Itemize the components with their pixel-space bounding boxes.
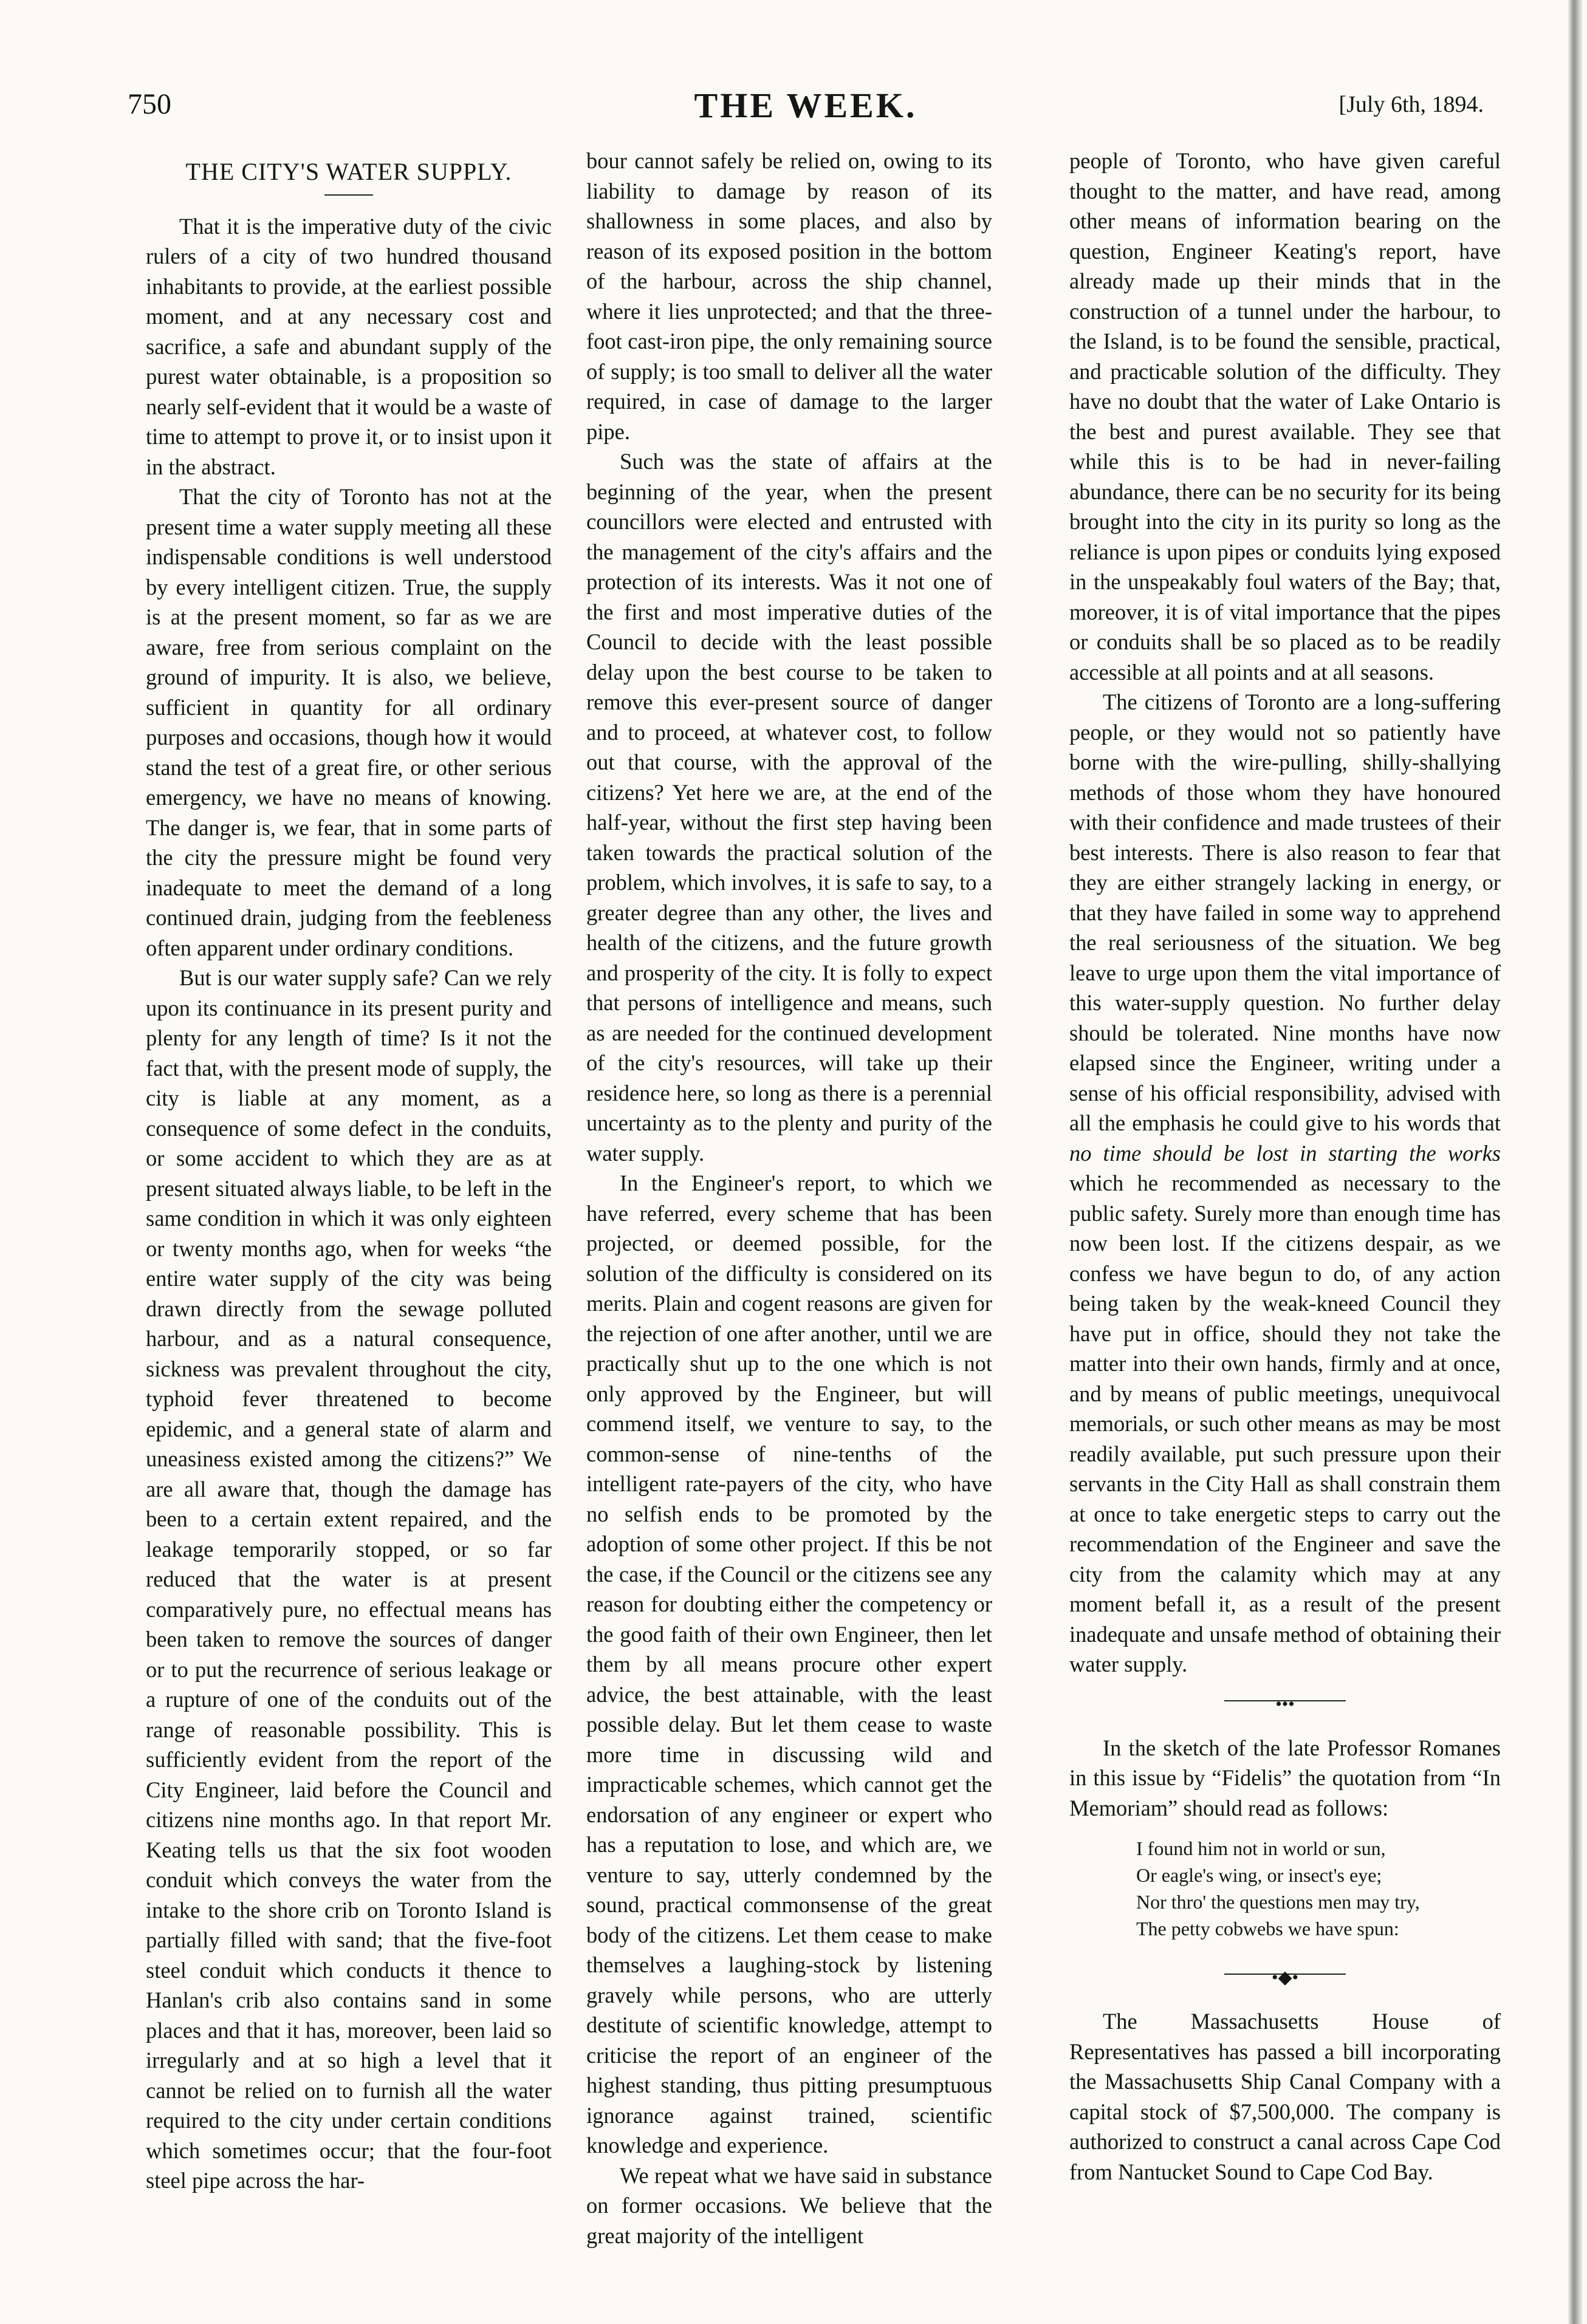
paragraph: In the Engineer's report, to which we have referred, every scheme that has been projected, or deemed possible, for the solution of the difficulty is considered on its merits. Plain and cogent reasons are given for the rejection of one after another, until we are practically shut up to the one which is not only approved by the Engineer, but will commend itself, we venture to say, to the common-sense of nine-tenths of the intelligent rate-payers of the city, who have no selfish ends to be promoted by the adoption of some other project. If this be not the case, if the Council or the citizens see any reason for doubting either the competency or the good faith of their own Engineer, then let them by all means procure other expert advice, the best attainable, with the least possible delay. But let them cease to waste more time in discussing wild and impracticable schemes, which cannot get the endorsation of any engineer or expert who has a reputation to lose, and which are, we venture to say, utterly condemned by the sound, practical commonsense of the great body of the citizens. Let them cease to make themselves a laughing-stock by listening gravely while persons, who are utterly destitute of scientific knowledge, attempt to criticise the report of an engineer of the highest standing, thus pitting presumptuous ignorance against trained, scientific knowledge and experience.	[586, 1171, 992, 2158]
poem-line: Nor thro' the questions men may try,	[1136, 1891, 1420, 1913]
paragraph: Such was the state of affairs at the beginning of the year, when the present councillors were elected and entrusted with the management of the city's affairs and the protection of its interests. Was it not one of the first and most imperative duties of the Council to decide with the least possible delay upon the best course to be taken to remove this ever-present source of danger and to proceed, at whatever cost, to follow out that course, with the approval of the citizens? Yet here we are, at the end of the half-year, without the first step having been taken towards the practical solution of the problem, which involves, it is safe to say, to a greater degree than any other, the lives and health of the citizens, and the future growth and prosperity of the city. It is folly to expect that persons of intelligence and means, such as are needed for the continued development of the city's resources, will take up their residence here, so long as there is a perennial uncertainty as to the plenty and purity of the water supply.	[586, 449, 992, 1166]
paragraph-text: which he recommended as necessary to the public safety. Surely more than enough time has now been lost. If the citizens despair, as we confess we have begun to do, of any action being taken by the weak-kneed Council they have put in office, should they not take the matter into their own hands, firmly and at once, and by means of public meetings, unequivocal memorials, or such other means as may be most readily available, put such pressure upon their servants in the City Hall as shall constrain them at once to take energetic steps to carry out the recommendation of the Engineer and save the city from the calamity which may at any moment befall it, as a result of the present inadequate and unsafe method of obtaining their water supply.	[1069, 1171, 1501, 1676]
paragraph: That it is the imperative duty of the civic rulers of a city of two hundred thousand inhabitants to provide, at the earliest possible moment, and at any necessary cost and sacrifice, a safe and abundant supply of the purest water obtainable, is a proposition so nearly self-evident that it would be a waste of time to attempt to prove it, or to insist upon it in the abstract.	[146, 213, 552, 479]
poem-line: I found him not in world or sun,	[1136, 1837, 1386, 1859]
page-number: 750	[128, 88, 171, 120]
poem-line: The petty cobwebs we have spun:	[1136, 1918, 1399, 1940]
paragraph: We repeat what we have said in substance on former occasions. We believe that the great majority of the intelligent	[586, 2162, 992, 2248]
paragraph: That the city of Toronto has not at the present time a water supply meeting all these indispensable conditions is well understood by every intelligent citizen. True, the supply is at the present moment, so far as we are aware, free from serious complaint on the ground of impurity. It is also, we believe, sufficient in quantity for all ordinary purposes and occasions, though how it would stand the test of a great fire, or other serious emergency, we have no means of knowing. The danger is, we fear, that in some parts of the city the pressure might be found very inadequate to meet the demand of a long continued drain, judging from the feebleness often apparent under ordinary conditions.	[146, 484, 552, 960]
column-2	[586, 146, 992, 2251]
paragraph: The Massachusetts House of Representatives has passed a bill incorporating the Massachusetts Ship Canal Company with a capital stock of $7,500,000. The company is authorized to construct a canal across Cape Cod from Nantucket Sound to Cape Cod Bay.	[1069, 2009, 1501, 2184]
section-ornament	[1224, 1693, 1346, 1714]
column-3	[1069, 146, 1501, 2187]
page-header	[128, 85, 1484, 134]
paragraph	[1069, 687, 1501, 1680]
ornament-dots-icon: •••	[1275, 1693, 1295, 1714]
poem-quotation	[1136, 1835, 1501, 1942]
paragraph-continued: people of Toronto, who have given careful thought to the matter, and have read, among other means of information bearing on the question, Engineer Keating's report, have already made up their minds that in the construction of a tunnel under the harbour, to the Island, is to be found the sensible, practical, and practicable solution of the difficulty. They have no doubt that the water of Lake Ontario is the best and purest available. They see that while this is to be had in never-failing abundance, there can be no security for its being brought into the city in its purity so long as the reliance is upon pipes or conduits lying exposed in the unspeakably foul waters of the Bay; that, moreover, it is of vital importance that the pipes or conduits shall be so placed as to be readily accessible at all points and at all seasons.	[1069, 148, 1501, 685]
paragraph: But is our water supply safe? Can we rely upon its continuance in its present purity and plenty for any length of time? Is it not the fact that, with the present mode of supply, the city is liable at any moment, as a consequence of some defect in the conduits, or some accident to which they are as at present situated always liable, to be left in the same condition in which it was only eighteen or twenty months ago, when for weeks “the entire water supply of the city was being drawn directly from the sewage polluted harbour, and as a natural consequence, sickness was prevalent throughout the city, typhoid fever threatened to become epidemic, and a general state of alarm and uneasiness existed among the citizens?” We are all aware that, though the damage has been to a certain extent repaired, and the leakage temporarily stopped, or so far reduced that the water is at present comparatively pure, no effectual means has been taken to remove the sources of danger or to put the recurrence of serious leakage or a rupture of one of the conduits out of the range of reasonable possibility. This is sufficiently evident from the report of the City Engineer, laid before the Council and citizens nine months ago. In that report Mr. Keating tells us that the six foot wooden conduit which conveys the water from the intake to the shore crib on Toronto Island is partially filled with sand; that the five-foot steel conduit which conducts it thence to Hanlan's crib also contains sand in some places and that it has, moreover, been laid so irregularly and at so high a level that it cannot be relied on to furnish all the water required to the city under certain conditions which sometimes occur; that the four-foot steel pipe across the har-	[146, 965, 552, 2193]
paragraph-text: The citizens of Toronto are a long-suffering people, or they would not so patiently have borne with the wire-pulling, shilly-shallying methods of those whom they have honoured with their confidence and made trustees of their best interests. There is also reason to fear that they are either strangely lacking in energy, or that they have failed in some way to apprehend the real seriousness of the situation. We beg leave to urge upon them the vital importance of this water-supply question. No further delay should be tolerated. Nine months have now elapsed since the Engineer, writing under a sense of his official responsibility, advised with all the emphasis he could give to his words that	[1069, 689, 1501, 1135]
column-1	[146, 146, 552, 2196]
paragraph-continued: bour cannot safely be relied on, owing to its liability to damage by reason of its shallowness in some places, and also by reason of its exposed position in the bottom of the harbour, across the ship channel, where it lies unprotected; and that the three-foot cast-iron pipe, the only remaining source of supply; is too small to deliver all the water required, in case of damage to the larger pipe.	[586, 148, 992, 444]
page-binding-edge	[1568, 0, 1583, 2324]
poem-line: Or eagle's wing, or insect's eye;	[1136, 1864, 1382, 1886]
section-ornament	[1224, 1966, 1346, 1987]
article-title: THE CITY'S WATER SUPPLY.	[185, 158, 512, 185]
ornament-dots-icon: •◆•	[1271, 1967, 1299, 1987]
issue-date: [July 6th, 1894.	[1338, 92, 1484, 117]
paragraph: In the sketch of the late Professor Romanes in this issue by “Fidelis” the quotation from “In Memoriam” should read as follows:	[1069, 1735, 1501, 1820]
title-rule	[324, 194, 373, 196]
emphasis-text: no time should be lost in starting the works	[1069, 1140, 1501, 1166]
masthead: THE WEEK.	[694, 86, 917, 125]
